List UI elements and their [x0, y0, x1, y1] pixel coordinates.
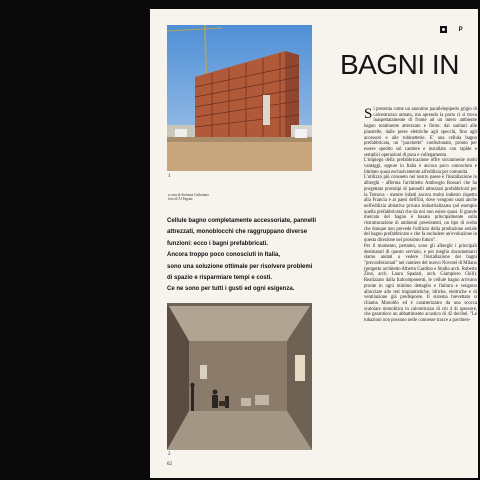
credit-photos: foto di Al Pagani: [168, 197, 193, 202]
intro-line: funzioni: ecco i bagni prefabbricati.: [167, 240, 269, 247]
construction-building-photo: [167, 25, 312, 171]
page-number: 62: [167, 462, 172, 467]
credit-author: a cura di Stefania Carbonaro: [168, 193, 210, 197]
photo2-caption-number: 2: [168, 452, 171, 457]
intro-line: di spazio e risparmiare tempi e costi.: [167, 275, 273, 282]
section-marker-letter: P: [458, 27, 463, 34]
body-paragraph: Si presenta come un anonimo parallelepipedo grigio di calcestruzzo armato, ma aprendo la porta ci si trova inaspettatamente di fronte ad un intero ambiente bagno totalmente attrezzato e finito: dai sanitari alle piastrelle, dalle prese elettriche agli specchi, fino agli accessori e alle rubinetterie. E' una cellula bagno prefabbricata, un "pacchetto" confezionato, pronto per essere spedito sul cantiere e installato con rapide e semplici operazioni di posa e collegamento.: [364, 106, 477, 158]
article-intro: [167, 216, 337, 296]
intro-line: sono una soluzione ottimale per risolvere problemi: [167, 263, 313, 270]
article-title: BAGNI IN: [340, 49, 459, 80]
photo1-caption-number: 1: [168, 174, 171, 179]
section-header: [440, 26, 463, 33]
body-paragraph: L'utilizzo più consueto nel nostro paese è l'installazione in alberghi - afferma l'architetto Ambrogio Rossari che ha progettato prototipi di pannelli attrezzati prefabbricati per la Temova - mentre infatti ancora molto indietro rispetto alla Francia e ai paesi dell'Est, dove vengono usati anche nell'edilizia abitativa privata industrializzata (ad esempio quella prefabbricata) che da noi non esiste quasi. Il grande mercato del bagno è basato principalmente sulla ristrutturazione di ambienti preesistenti, un tipo di scelta che dunque non prevede l'utilizzo della produzione seriale del bagno prefabbricato e che fa escludere un'evoluzione in questa direzione nel prossimo futuro".: [364, 175, 477, 244]
intro-line: Ancora troppo poco conosciuti in Italia,: [167, 252, 281, 259]
article-credits: [168, 193, 209, 202]
intro-line: attrezzati, monoblocchi che raggruppano diverse: [167, 229, 308, 236]
intro-line: Cellule bagno completamente accessoriate, pannelli: [167, 218, 317, 224]
article-body: [364, 107, 477, 324]
drop-cap: S: [364, 106, 373, 122]
magazine-page: [150, 9, 478, 478]
section-square-icon: [440, 26, 447, 33]
intro-line: Ce ne sono per tutti i gusti ed ogni esigenza.: [167, 286, 295, 293]
body-paragraph: L'impiego della prefabbricazione offre sicuramente molti vantaggi, eppure in Italia è ancora poco conosciuto e limitato quasi esclusivamente all'edilizia per comunità.: [364, 158, 477, 175]
interior-installation-photo: [167, 303, 312, 450]
body-paragraph: Per il momento, pertanto, sono gli alberghi i principali destinatari di questo servizio, e per meglio documentarci siamo andati a vedere l'installazione dei bagni "preconfezionati" nel cantiere del nuovo Novotel di Milano (progetto architetto Alberto Gardino e Studio arch. Roberto Zino, arch. Laura Spadari, arch. Giampiero Chili). Realizzato dalla Italcomponenti, le cellule bagno arrivano pronte in ogni minimo dettaglio e finitura e vengono allacciate alle reti impiantistiche, idriche, elettriche e di ventilazione già predisposte. Il sistema brevettato si chiama Monoblo ed è caratterizzato da una scocca scatolare monolitica in calcestruzzo di cm 4 di spessore, che garantisce un abbattimento acustico di 42 decibel. "Le tubazioni non possono nelle connesse tracce a pavimen-: [364, 243, 477, 324]
